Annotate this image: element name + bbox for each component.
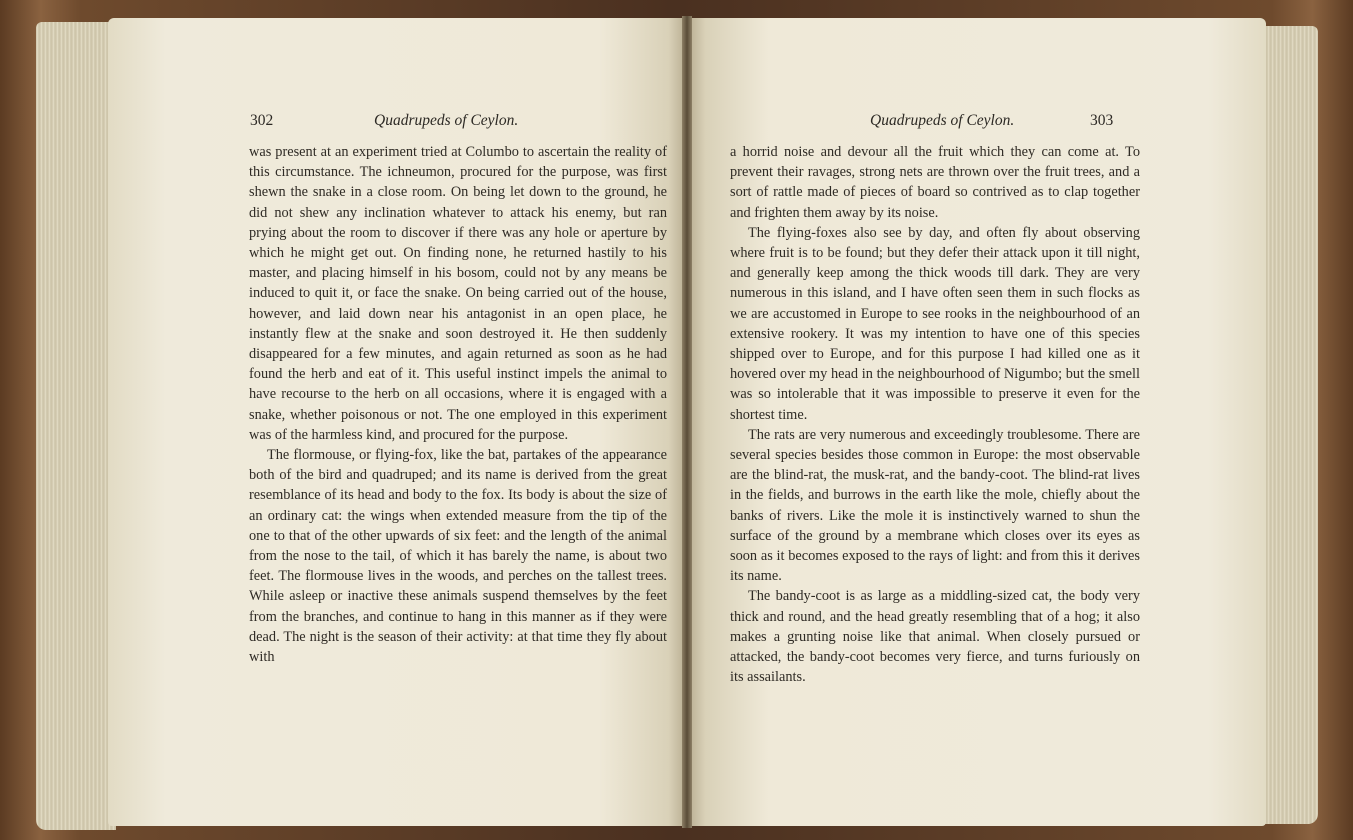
right-page-header [730,112,1120,136]
left-page-text [249,142,667,667]
paragraph: The bandy-coot is as large as a middling-sized cat, the body very thick and round, and the head greatly resembling that of a hog; it also makes a grunting noise like that animal. When closely pursued or attacked, the bandy-coot becomes very fierce, and turns furiously on its assailants. [730,588,1140,686]
left-running-title: Quadrupeds of Ceylon. [374,112,519,129]
left-page-edges [36,22,116,830]
paragraph: The flormouse, or flying-fox, like the bat, partakes of the appearance both of the bird and quadruped; and its name is derived from the great resemblance of its head and body to the fox. Its body is about the size of an ordinary cat: the wings when extended measure from the tip of the one to that of the other upwards of six feet: and the length of the animal from the nose to the tail, of which it has barely the name, is about two feet. The flormouse lives in the woods, and perches on the tallest trees. While asleep or inactive these animals suspend themselves by the feet from the branches, and continue to hang in this manner as if they were dead. The night is the season of their activity: at that time they fly about with [249,447,667,666]
left-page-number: 302 [250,112,274,129]
paragraph: a horrid noise and devour all the fruit which they can come at. To prevent their ravages, strong nets are thrown over the fruit trees, and a sort of rattle made of pieces of board so contrived as to clap together and frighten them away by its noise. [730,144,1140,221]
right-page-number: 303 [1090,112,1114,129]
right-page-text [730,142,1140,687]
right-page-edges [1258,26,1318,824]
left-page [108,18,686,826]
book-gutter [682,16,692,828]
right-running-title: Quadrupeds of Ceylon. [870,112,1015,129]
paragraph: was present at an experiment tried at Columbo to ascertain the reality of this circumstance. The ichneumon, procured for the purpose, was first shewn the snake in a close room. On being let down to the ground, he did not shew any inclination whatever to attack his enemy, but ran prying about the room to discover if there was any hole or aperture by which he might get out. On finding none, he returned hastily to his master, and placing himself in his bosom, could not by any means be induced to quit it, or face the snake. On being carried out of the house, however, and laid down near his antagonist in an open place, he instantly flew at the snake and soon destroyed it. He then suddenly disappeared for a few minutes, and again returned as soon as he had found the herb and eat of it. This useful instinct impels the animal to have recourse to the herb on all occasions, where it is engaged with a snake, whether poisonous or not. The one employed in this experiment was of the harmless kind, and procured for the purpose. [249,144,667,443]
paragraph: The rats are very numerous and exceedingly troublesome. There are several species besides those common in Europe: the most observable are the blind-rat, the musk-rat, and the bandy-coot. The blind-rat lives in the fields, and burrows in the earth like the mole, chiefly about the banks of rivers. Like the mole it is instinctively warned to shun the surface of the ground by a membrane which closes over its eyes as soon as it becomes exposed to the rays of light: and from this it derives its name. [730,426,1140,585]
left-page-header [250,112,610,136]
paragraph: The flying-foxes also see by day, and often fly about observing where fruit is to be found; but they defer their attack upon it till night, and generally keep among the thick woods till dark. They are very numerous in this island, and I have often seen them in such flocks as we are accustomed in Europe to see rooks in the neighbourhood of an extensive rookery. It was my intention to have one of this species shipped over to Europe, and for this purpose I had killed one as it hovered over my head in the neighbourhood of Nigumbo; but the smell was so intolerable that it was impossible to preserve it even for the shortest time. [730,224,1140,423]
right-page [688,18,1266,826]
